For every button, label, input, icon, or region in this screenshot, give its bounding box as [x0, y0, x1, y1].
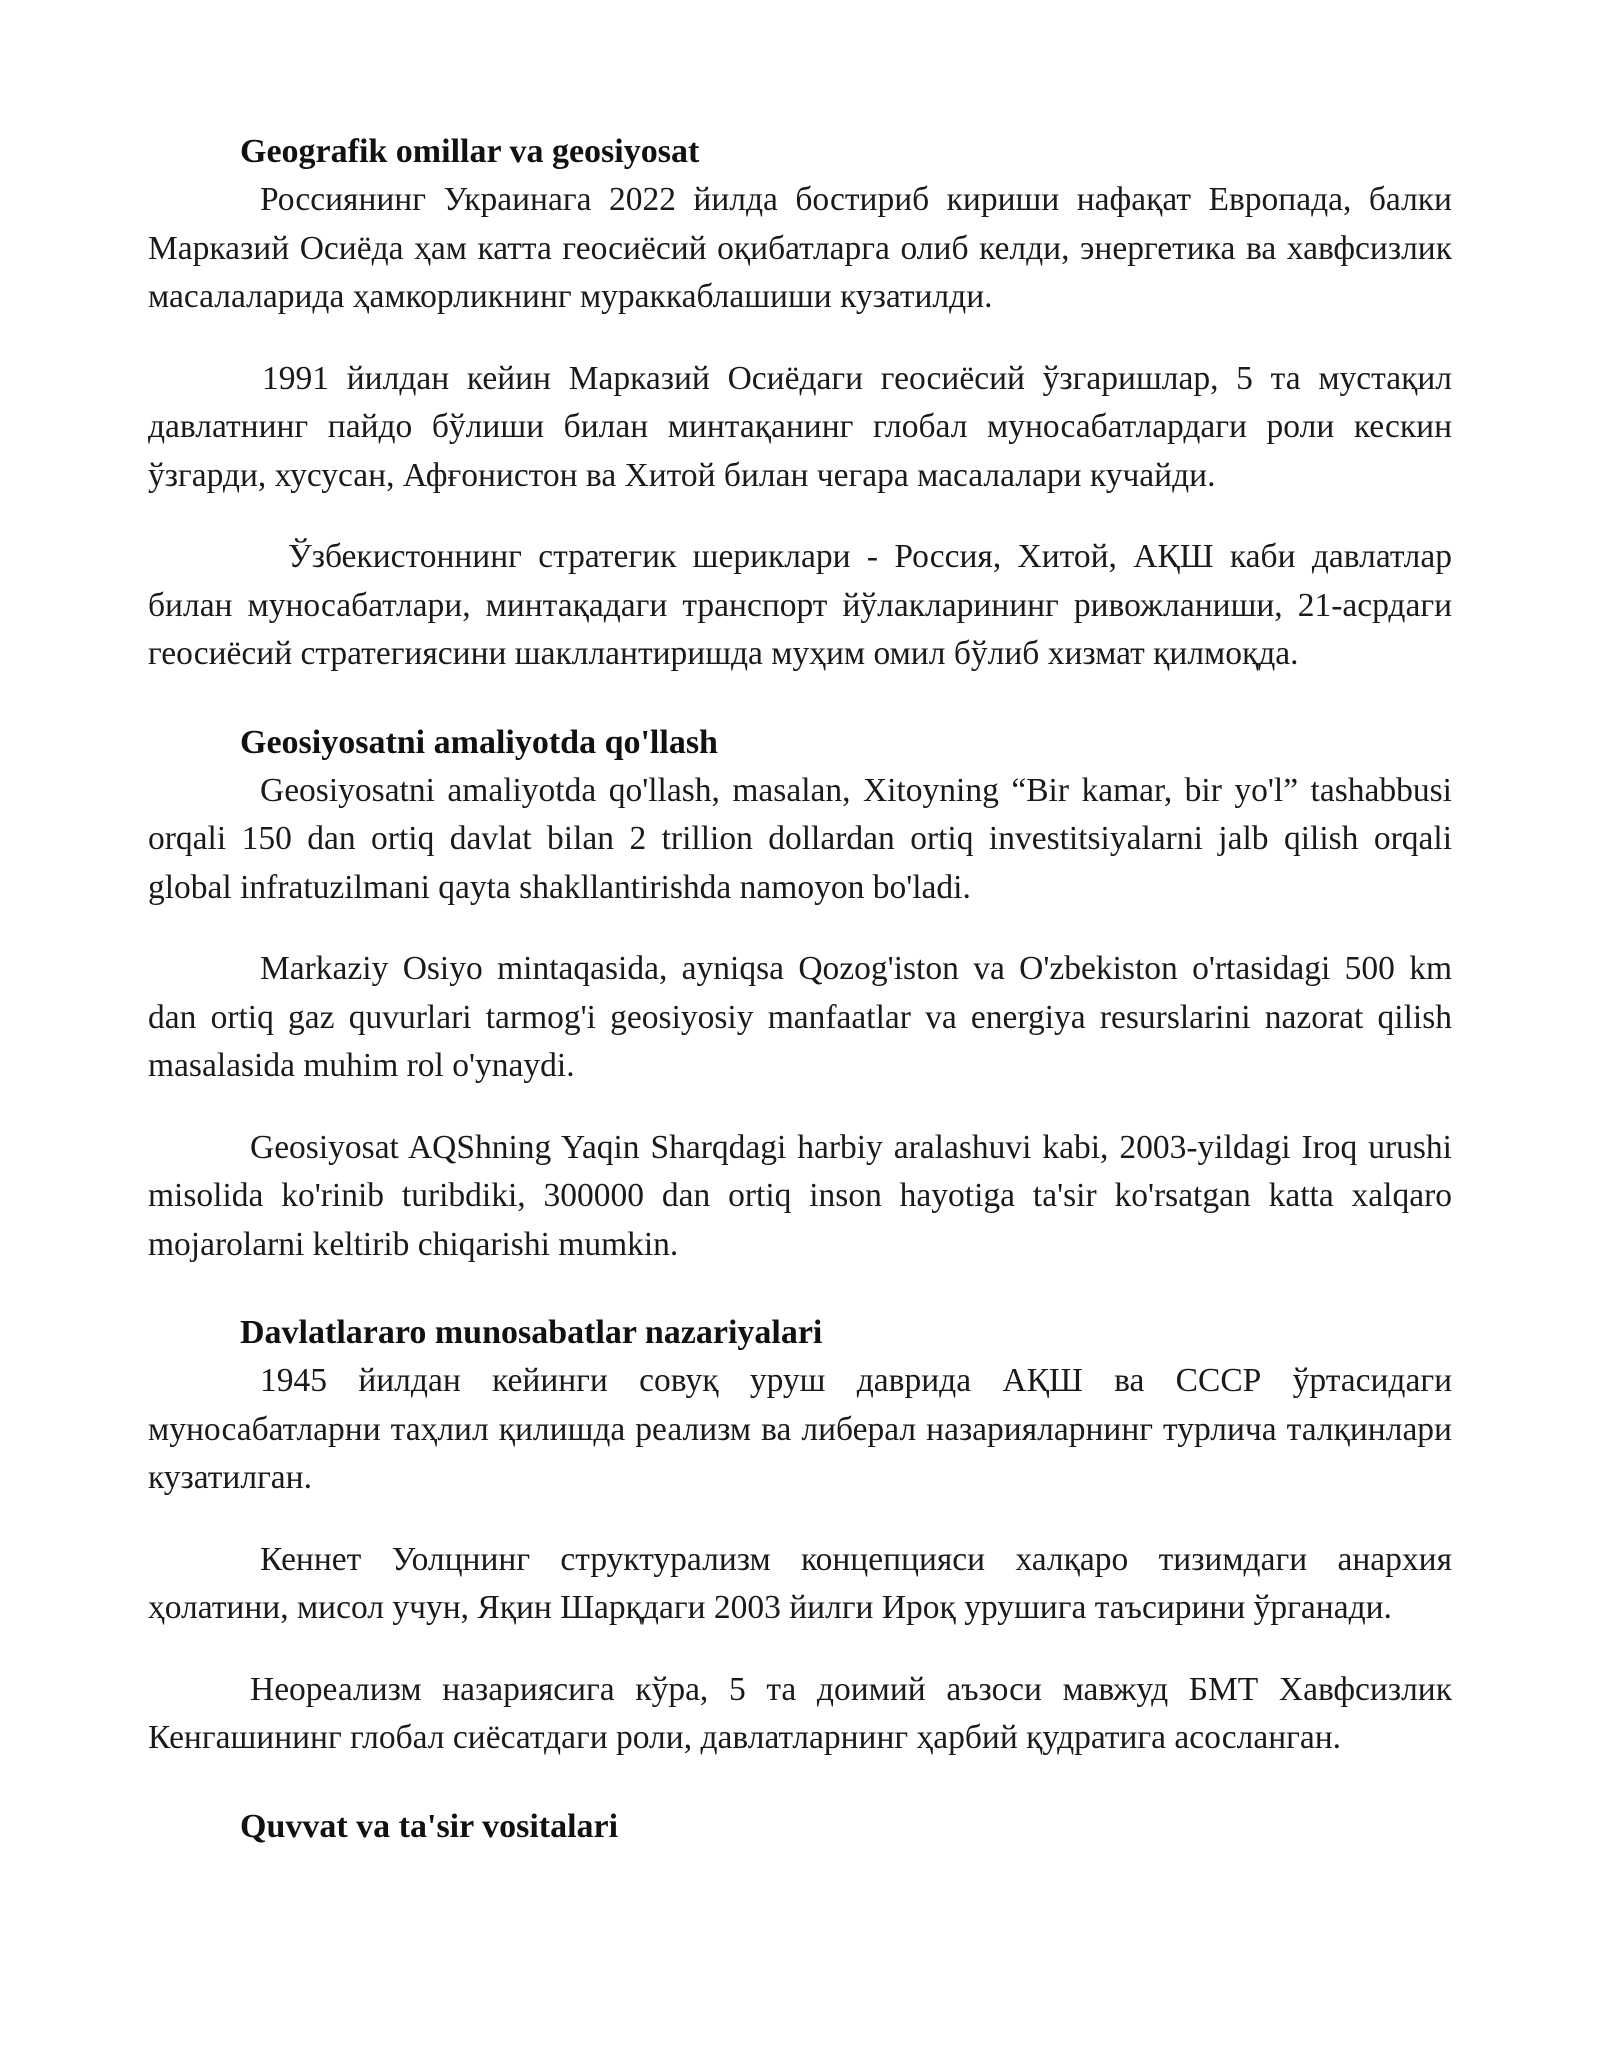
paragraph: Неореализм назариясига кўра, 5 та доимий аъзоси мавжуд БМТ Хавфсизлик Кенгашининг глобал сиёсатдаги роли, давлатларнинг ҳарбий қудратига асосланган.	[148, 1670, 1452, 1756]
paragraph: Россиянинг Украинага 2022 йилда бостириб кириши нафақат Европада, балки Марказий Осиёда ҳам катта геосиёсий оқибатларга олиб келди, энергетика ва хавфсизлик масалаларида ҳамкорликнинг мураккаблашиши кузатилди.	[148, 181, 1452, 315]
paragraph: Geosiyosatni amaliyotda qo'llash, masalan, Xitoyning “Bir kamar, bir yo'l” tashabbusi orqali 150 dan ortiq davlat bilan 2 trillion dollardan ortiq investitsiyalarni jalb qilish orqali global infratuzilmani qayta shakllantirishda namoyon bo'ladi.	[148, 771, 1452, 906]
document-page	[148, 128, 1452, 1851]
paragraph: Кеннет Уолцнинг структурализм концепцияси халқаро тизимдаги анархия ҳолатини, мисол учун, Яқин Шарқдаги 2003 йилги Ироқ урушига таъсирини ўрганади.	[148, 1540, 1452, 1626]
paragraph: Ўзбекистоннинг стратегик шериклари - Россия, Хитой, АҚШ каби давлатлар билан муносабатлари, минтақадаги транспорт йўлакларининг ривожланиши, 21-асрдаги геосиёсий стратегиясини шакллантиришда муҳим омил бўлиб хизмат қилмоқда.	[148, 538, 1452, 672]
section-heading: Davlatlararo munosabatlar nazariyalari	[240, 1314, 823, 1351]
paragraph: Geosiyosat AQShning Yaqin Sharqdagi harbiy aralashuvi kabi, 2003-yildagi Iroq urushi misolida ko'rinib turibdiki, 300000 dan ortiq inson hayotiga ta'sir ko'rsatgan katta xalqaro mojarolarni keltirib chiqarishi mumkin.	[148, 1128, 1452, 1263]
paragraph: 1991 йилдан кейин Марказий Осиёдаги геосиёсий ўзгаришлар, 5 та мустақил давлатнинг пайдо бўлиши билан минтақанинг глобал муносабатлардаги роли кескин ўзгарди, хусусан, Афғонистон ва Хитой билан чегара масалалари кучайди.	[148, 359, 1452, 494]
section-heading: Geosiyosatni amaliyotda qo'llash	[240, 723, 718, 761]
paragraph: 1945 йилдан кейинги совуқ уруш даврида АҚШ ва СССР ўртасидаги муносабатларни таҳлил қилишда реализм ва либерал назарияларнинг турлича талқинлари кузатилган.	[148, 1362, 1452, 1496]
section-heading: Quvvat va ta'sir vositalari	[240, 1807, 619, 1845]
section-heading: Geografik omillar va geosiyosat	[240, 133, 700, 170]
paragraph: Markaziy Osiyo mintaqasida, ayniqsa Qozog'iston va O'zbekiston o'rtasidagi 500 km dan ortiq gaz quvurlari tarmog'i geosiyosiy manfaatlar va energiya resurslarini nazorat qilish masalasida muhim rol o'ynaydi.	[148, 950, 1452, 1084]
